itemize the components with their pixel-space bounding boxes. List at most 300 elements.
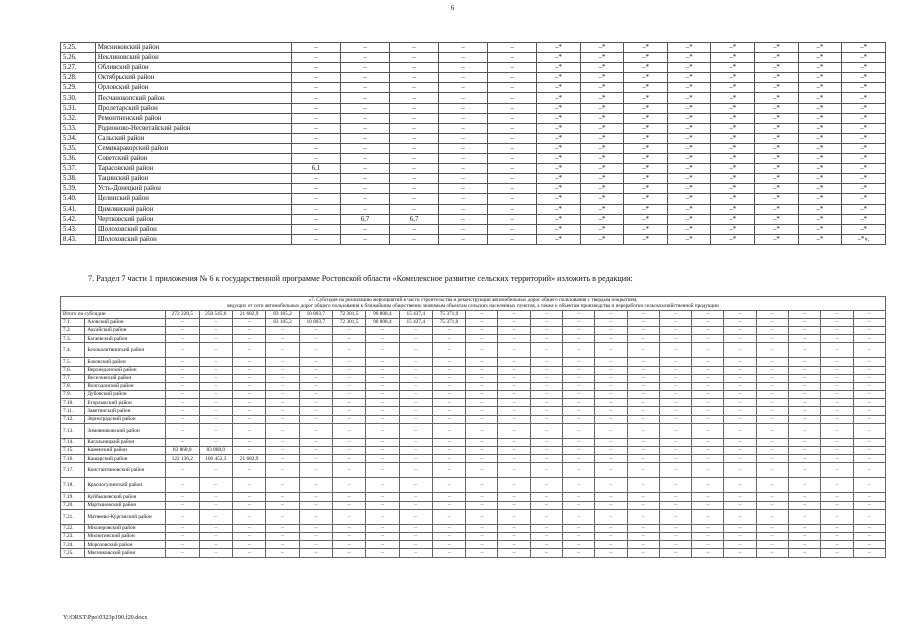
value-cell: – <box>563 524 595 532</box>
value-cell: – <box>292 53 341 63</box>
value-cell: –* <box>667 234 711 244</box>
table-row <box>61 501 886 509</box>
row-number: 7.22. <box>61 524 85 532</box>
value-cell: – <box>563 447 595 455</box>
value-cell: – <box>563 549 595 557</box>
value-cell: – <box>366 423 399 438</box>
value-cell: –* <box>624 43 668 53</box>
value-cell: –* <box>537 123 581 133</box>
value-cell: – <box>595 310 627 318</box>
value-cell: –* <box>842 43 886 53</box>
value-cell: – <box>292 93 341 103</box>
value-cell: –* <box>755 204 799 214</box>
value-cell: – <box>724 509 756 524</box>
value-cell: –* <box>624 154 668 164</box>
district-name: Миллеровский район <box>85 524 166 532</box>
value-cell: – <box>595 318 627 326</box>
value-cell: – <box>692 318 724 326</box>
value-cell: –* <box>667 143 711 153</box>
value-cell: – <box>692 532 724 540</box>
district-name: Кашарский район <box>85 455 166 463</box>
table-row <box>61 194 886 204</box>
value-cell: – <box>233 447 266 455</box>
value-cell: – <box>466 343 498 358</box>
value-cell: – <box>853 382 885 390</box>
value-cell: – <box>439 164 488 174</box>
value-cell: – <box>498 501 530 509</box>
value-cell: – <box>853 358 885 366</box>
district-name: Дубовский район <box>85 391 166 399</box>
row-number: 7.2. <box>61 326 85 334</box>
value-cell: – <box>530 374 562 382</box>
value-cell: – <box>292 143 341 153</box>
value-cell: – <box>563 455 595 463</box>
value-cell: – <box>724 326 756 334</box>
value-cell: – <box>233 509 266 524</box>
value-cell: – <box>756 407 788 415</box>
value-cell: – <box>266 447 299 455</box>
value-cell: –* <box>842 123 886 133</box>
value-cell: – <box>299 501 332 509</box>
district-name: Каменский район <box>85 447 166 455</box>
value-cell: – <box>466 524 498 532</box>
value-cell: –* <box>798 113 842 123</box>
value-cell: – <box>341 194 390 204</box>
value-cell: – <box>595 335 627 343</box>
value-cell: – <box>341 234 390 244</box>
table-row <box>61 391 886 399</box>
value-cell: – <box>498 407 530 415</box>
row-number: 7.1. <box>61 318 85 326</box>
table-row <box>61 343 886 358</box>
value-cell: –* <box>755 154 799 164</box>
value-cell: –* <box>755 53 799 63</box>
value-cell: –* <box>667 194 711 204</box>
value-cell: – <box>390 43 439 53</box>
value-cell: –* <box>842 73 886 83</box>
value-cell: –* <box>798 93 842 103</box>
value-cell: –* <box>667 174 711 184</box>
value-cell: – <box>166 407 199 415</box>
value-cell: – <box>199 366 232 374</box>
value-cell: – <box>498 438 530 446</box>
value-cell: – <box>627 447 659 455</box>
value-cell: –* <box>798 214 842 224</box>
value-cell: – <box>390 53 439 63</box>
district-name: Багаевский район <box>85 335 166 343</box>
value-cell: 90 808,4 <box>366 310 399 318</box>
row-number: 7.16. <box>61 455 85 463</box>
value-cell: – <box>595 399 627 407</box>
value-cell: – <box>853 366 885 374</box>
value-cell: –* <box>624 164 668 174</box>
value-cell: – <box>233 541 266 549</box>
value-cell: – <box>789 541 821 549</box>
table-row <box>61 154 886 164</box>
district-name: Ремонтненский район <box>95 113 291 123</box>
value-cell: – <box>821 524 853 532</box>
value-cell: – <box>692 493 724 501</box>
value-cell: – <box>466 382 498 390</box>
row-number: 7.23. <box>61 532 85 540</box>
value-cell: – <box>466 532 498 540</box>
row-number: 5.37. <box>61 164 96 174</box>
value-cell: – <box>789 438 821 446</box>
page-number: 6 <box>450 4 455 12</box>
row-number: 7.10. <box>61 399 85 407</box>
value-cell: – <box>627 493 659 501</box>
value-cell: – <box>530 407 562 415</box>
value-cell: – <box>789 310 821 318</box>
value-cell: –* <box>537 73 581 83</box>
value-cell: – <box>692 335 724 343</box>
district-name: Чертковский район <box>95 214 291 224</box>
value-cell: – <box>789 366 821 374</box>
value-cell: – <box>595 407 627 415</box>
value-cell: –* <box>842 53 886 63</box>
value-cell: –* <box>842 103 886 113</box>
value-cell: – <box>299 391 332 399</box>
value-cell: – <box>692 463 724 478</box>
value-cell: – <box>166 391 199 399</box>
value-cell: – <box>853 463 885 478</box>
value-cell: – <box>692 399 724 407</box>
value-cell: – <box>466 447 498 455</box>
section-heading: 7. Раздел 7 части 1 приложения № 6 к государственной программе Ростовской области «Комплексное развитие сельских территорий» изложить в редакции: <box>88 274 633 283</box>
value-cell: – <box>332 326 365 334</box>
district-name: Советский район <box>95 154 291 164</box>
value-cell: 10 803,7 <box>299 318 332 326</box>
value-cell: –* <box>798 63 842 73</box>
value-cell: – <box>233 407 266 415</box>
value-cell: – <box>627 391 659 399</box>
row-number: 7.14. <box>61 438 85 446</box>
value-cell: – <box>399 455 432 463</box>
value-cell: – <box>466 501 498 509</box>
district-name: Пролетарский район <box>95 103 291 113</box>
value-cell: –* <box>624 174 668 184</box>
value-cell: – <box>627 382 659 390</box>
row-number: 7.21. <box>61 509 85 524</box>
value-cell: –* <box>798 164 842 174</box>
value-cell: – <box>199 335 232 343</box>
value-cell: – <box>292 224 341 234</box>
value-cell: –* <box>711 143 755 153</box>
value-cell: –* <box>537 93 581 103</box>
value-cell: –* <box>842 113 886 123</box>
district-name: Белокалитвинский район <box>85 343 166 358</box>
value-cell: – <box>292 133 341 143</box>
value-cell: – <box>233 478 266 493</box>
value-cell: – <box>659 478 691 493</box>
value-cell: – <box>659 310 691 318</box>
value-cell: –* <box>842 184 886 194</box>
value-cell: – <box>332 343 365 358</box>
district-name: Усть-Донецкий район <box>95 184 291 194</box>
value-cell: – <box>530 463 562 478</box>
row-number: 5.27. <box>61 63 96 73</box>
value-cell: – <box>439 234 488 244</box>
value-cell: – <box>299 374 332 382</box>
value-cell: – <box>341 143 390 153</box>
value-cell: –* <box>580 204 624 214</box>
value-cell: – <box>332 524 365 532</box>
district-name: Милютинский район <box>85 532 166 540</box>
table-row <box>61 366 886 374</box>
value-cell: – <box>341 43 390 53</box>
value-cell: – <box>724 335 756 343</box>
value-cell: – <box>341 174 390 184</box>
value-cell: – <box>488 83 537 93</box>
value-cell: – <box>563 391 595 399</box>
value-cell: –* <box>755 164 799 174</box>
value-cell: – <box>821 343 853 358</box>
value-cell: – <box>756 399 788 407</box>
district-name: Матвеево-Курганский район <box>85 509 166 524</box>
table-row <box>61 53 886 63</box>
value-cell: – <box>530 541 562 549</box>
district-name: Волгодонской район <box>85 382 166 390</box>
table-row <box>61 509 886 524</box>
value-cell: – <box>595 524 627 532</box>
value-cell: –* <box>798 194 842 204</box>
value-cell: – <box>627 343 659 358</box>
value-cell: – <box>498 415 530 423</box>
value-cell: – <box>439 103 488 113</box>
value-cell: – <box>366 343 399 358</box>
value-cell: – <box>627 358 659 366</box>
row-number: 5.41. <box>61 204 96 214</box>
value-cell: – <box>724 501 756 509</box>
value-cell: –* <box>798 43 842 53</box>
value-cell: –* <box>711 224 755 234</box>
value-cell: – <box>332 423 365 438</box>
value-cell: –* <box>580 154 624 164</box>
value-cell: – <box>366 447 399 455</box>
value-cell: – <box>724 391 756 399</box>
value-cell: –* <box>537 164 581 174</box>
value-cell: – <box>266 415 299 423</box>
value-cell: – <box>366 407 399 415</box>
value-cell: – <box>595 493 627 501</box>
value-cell: – <box>233 391 266 399</box>
value-cell: – <box>488 113 537 123</box>
value-cell: – <box>530 447 562 455</box>
value-cell: – <box>853 310 885 318</box>
value-cell: – <box>659 447 691 455</box>
value-cell: – <box>789 478 821 493</box>
value-cell: –* <box>755 93 799 103</box>
table-row <box>61 123 886 133</box>
value-cell: –* <box>711 204 755 214</box>
value-cell: – <box>166 326 199 334</box>
value-cell: – <box>789 423 821 438</box>
value-cell: – <box>498 463 530 478</box>
table-row <box>61 455 886 463</box>
value-cell: –* <box>711 53 755 63</box>
value-cell: – <box>166 501 199 509</box>
value-cell: – <box>299 407 332 415</box>
value-cell: – <box>299 463 332 478</box>
value-cell: – <box>659 423 691 438</box>
district-name: Обливский район <box>95 63 291 73</box>
value-cell: –* <box>798 224 842 234</box>
value-cell: – <box>853 447 885 455</box>
value-cell: – <box>166 318 199 326</box>
row-number: 7.11. <box>61 407 85 415</box>
value-cell: – <box>563 478 595 493</box>
value-cell: –* <box>842 143 886 153</box>
value-cell: – <box>789 501 821 509</box>
value-cell: – <box>659 493 691 501</box>
table-row <box>61 541 886 549</box>
value-cell: – <box>756 524 788 532</box>
value-cell: – <box>432 493 465 501</box>
value-cell: – <box>266 463 299 478</box>
value-cell: – <box>366 532 399 540</box>
value-cell: – <box>724 478 756 493</box>
value-cell: – <box>466 438 498 446</box>
value-cell: – <box>439 53 488 63</box>
table-row <box>61 493 886 501</box>
district-name: Целинский район <box>95 194 291 204</box>
district-name: Песчанокопский район <box>95 93 291 103</box>
value-cell: – <box>724 374 756 382</box>
value-cell: – <box>233 415 266 423</box>
value-cell: – <box>439 174 488 184</box>
value-cell: –* <box>580 93 624 103</box>
value-cell: – <box>266 399 299 407</box>
value-cell: –* <box>624 133 668 143</box>
value-cell: – <box>390 174 439 184</box>
row-number: 5.40. <box>61 194 96 204</box>
value-cell: –* <box>624 103 668 113</box>
value-cell: – <box>488 73 537 83</box>
value-cell: – <box>399 415 432 423</box>
value-cell: – <box>266 326 299 334</box>
value-cell: –* <box>667 63 711 73</box>
value-cell: – <box>498 391 530 399</box>
value-cell: –* <box>624 204 668 214</box>
row-number: 5.42. <box>61 214 96 224</box>
value-cell: –* <box>580 174 624 184</box>
value-cell: – <box>692 374 724 382</box>
value-cell: – <box>756 438 788 446</box>
row-number: 7.15. <box>61 447 85 455</box>
value-cell: – <box>399 524 432 532</box>
value-cell: – <box>627 509 659 524</box>
value-cell: – <box>390 224 439 234</box>
value-cell: – <box>199 407 232 415</box>
value-cell: – <box>439 194 488 204</box>
value-cell: – <box>789 358 821 366</box>
value-cell: – <box>299 438 332 446</box>
value-cell: – <box>563 366 595 374</box>
value-cell: – <box>530 399 562 407</box>
value-cell: – <box>595 343 627 358</box>
value-cell: –* <box>842 93 886 103</box>
row-number: 5.32. <box>61 113 96 123</box>
value-cell: – <box>432 415 465 423</box>
row-number: 7.19. <box>61 493 85 501</box>
value-cell: – <box>266 382 299 390</box>
value-cell: –* <box>755 133 799 143</box>
value-cell: – <box>498 532 530 540</box>
value-cell: – <box>595 541 627 549</box>
value-cell: – <box>432 358 465 366</box>
value-cell: – <box>432 326 465 334</box>
value-cell: – <box>366 335 399 343</box>
value-cell: –* <box>798 83 842 93</box>
table-title <box>61 297 886 311</box>
district-name: Заветинский район <box>85 407 166 415</box>
value-cell: – <box>853 532 885 540</box>
value-cell: – <box>488 133 537 143</box>
value-cell: –* <box>842 174 886 184</box>
value-cell: – <box>498 399 530 407</box>
value-cell: – <box>563 407 595 415</box>
value-cell: – <box>853 326 885 334</box>
value-cell: – <box>366 399 399 407</box>
value-cell: –* <box>842 63 886 73</box>
value-cell: – <box>199 358 232 366</box>
value-cell: – <box>366 463 399 478</box>
district-name: Сальский район <box>95 133 291 143</box>
value-cell: – <box>724 455 756 463</box>
value-cell: – <box>366 541 399 549</box>
value-cell: – <box>466 335 498 343</box>
value-cell: – <box>659 463 691 478</box>
value-cell: – <box>466 374 498 382</box>
value-cell: – <box>789 391 821 399</box>
value-cell: – <box>821 399 853 407</box>
value-cell: –* <box>624 123 668 133</box>
value-cell: – <box>692 541 724 549</box>
value-cell: – <box>821 423 853 438</box>
district-name: Цимлянский район <box>95 204 291 214</box>
value-cell: – <box>466 366 498 374</box>
value-cell: – <box>488 184 537 194</box>
value-cell: – <box>498 310 530 318</box>
value-cell: – <box>853 501 885 509</box>
value-cell: – <box>724 366 756 374</box>
value-cell: – <box>724 415 756 423</box>
value-cell: – <box>659 335 691 343</box>
value-cell: – <box>292 123 341 133</box>
value-cell: – <box>595 509 627 524</box>
value-cell: – <box>292 73 341 83</box>
table-row <box>61 73 886 83</box>
value-cell: – <box>756 541 788 549</box>
value-cell: – <box>789 326 821 334</box>
value-cell: – <box>821 310 853 318</box>
value-cell: – <box>439 93 488 103</box>
value-cell: – <box>233 366 266 374</box>
value-cell: 15 437,4 <box>399 310 432 318</box>
value-cell: – <box>530 366 562 374</box>
row-number: 7.12. <box>61 415 85 423</box>
district-name: Верхнедонской район <box>85 366 166 374</box>
value-cell: – <box>390 63 439 73</box>
value-cell: – <box>233 343 266 358</box>
value-cell: – <box>166 509 199 524</box>
value-cell: – <box>498 455 530 463</box>
value-cell: –* <box>667 164 711 174</box>
value-cell: – <box>233 374 266 382</box>
value-cell: – <box>166 366 199 374</box>
value-cell: – <box>627 407 659 415</box>
value-cell: – <box>530 343 562 358</box>
